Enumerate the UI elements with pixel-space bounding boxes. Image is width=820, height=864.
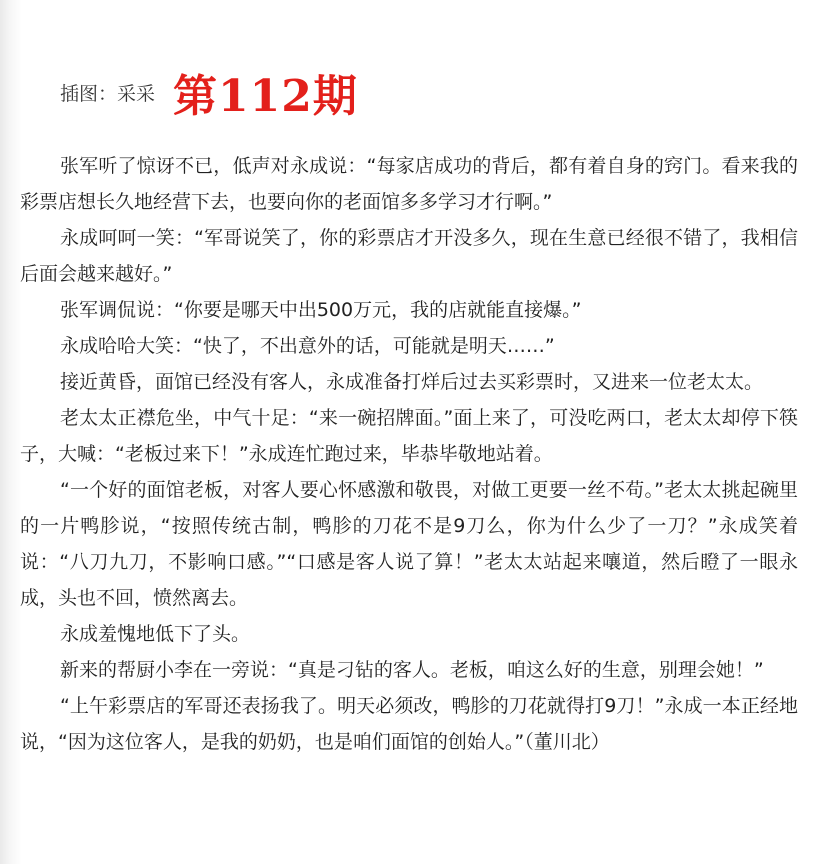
paragraph-3: 张军调侃说：“你要是哪天中出500万元，我的店就能直接爆。” [60,299,582,321]
paragraph-5: 接近黄昏，面馆已经没有客人，永成准备打烊后过去买彩票时，又进来一位老太太。 [60,371,764,393]
paragraph-7: “一个好的面馆老板，对客人要心怀感激和敬畏，对做工更要一丝不苟。”老太太挑起碗里的一片鸭胗说，“按照传统古制，鸭胗的刀花不是9刀么，你为什么少了一刀？”永成笑着说：“八刀九刀，不影响口感。”“口感是客人说了算！”老太太站起来嚷道，然后瞪了一眼永成，头也不回，愤然离去。 [20,479,798,609]
paragraph-2: 永成呵呵一笑：“军哥说笑了，你的彩票店才开没多久，现在生意已经很不错了，我相信后面会越来越好。” [20,227,798,285]
illustration-credit: 插图：采采 [60,82,156,105]
article-body [20,148,798,760]
paragraph-9: 新来的帮厨小李在一旁说：“真是刁钻的客人。老板，咱这么好的生意，别理会她！” [60,659,764,681]
paragraph-6: 老太太正襟危坐，中气十足：“来一碗招牌面。”面上来了，可没吃两口，老太太却停下筷子，大喊：“老板过来下！”永成连忙跑过来，毕恭毕敬地站着。 [20,407,798,465]
paragraph-1: 张军听了惊讶不已，低声对永成说：“每家店成功的背后，都有着自身的窍门。看来我的彩票店想长久地经营下去，也要向你的老面馆多多学习才行啊。” [20,155,798,213]
paragraph-10: “上午彩票店的军哥还表扬我了。明天必须改，鸭胗的刀花就得打9刀！”永成一本正经地说，“因为这位客人，是我的奶奶，也是咱们面馆的创始人。”（董川北） [20,695,798,753]
issue-number: 第112期 [173,71,358,122]
paragraph-4: 永成哈哈大笑：“快了，不出意外的话，可能就是明天……” [60,335,555,357]
paragraph-8: 永成羞愧地低下了头。 [60,623,251,645]
article-header [60,62,358,122]
